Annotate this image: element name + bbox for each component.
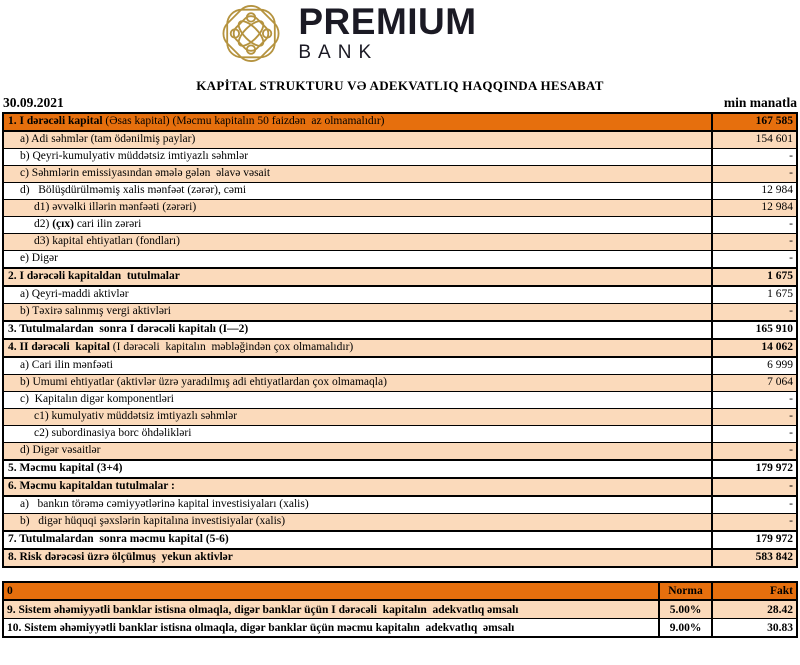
table-row <box>4 409 796 426</box>
table-row <box>4 322 796 340</box>
row-value: 179 972 <box>711 461 796 477</box>
row-label: 7. Tutulmalardan sonra məcmu kapital (5-6) <box>8 534 229 546</box>
adequacy-header-fakt: Fakt <box>711 583 796 599</box>
row-label: d1) əvvəlki illərin mənfəəti (zərəri) <box>34 202 197 214</box>
row-value: 167 585 <box>711 114 796 130</box>
row-label: 5. Məcmu kapital (3+4) <box>8 463 123 475</box>
table-row <box>4 358 796 375</box>
table-row <box>4 340 796 358</box>
report-title: KAPİTAL STRUKTURU VƏ ADEKVATLIQ HAQQINDA HESABAT <box>196 78 604 93</box>
row-value: - <box>711 409 796 425</box>
row-value: - <box>711 217 796 233</box>
table-row <box>4 217 796 234</box>
adequacy-row-fakt: 30.83 <box>711 619 796 636</box>
brand-text <box>298 3 476 64</box>
row-label: d) Bölüşdürülməmiş xalis mənfəət (zərər), cəmi <box>20 185 247 197</box>
brand-name: PREMIUM <box>298 1 477 42</box>
table-row <box>4 234 796 251</box>
row-label: b) Təxirə salınmış vergi aktivləri <box>20 306 171 318</box>
table-row <box>4 269 796 287</box>
table-row <box>4 497 796 514</box>
table-row <box>4 149 796 166</box>
row-label: 8. Risk dərəcəsi üzrə ölçülmuş yekun aktivlər <box>8 552 233 564</box>
row-value: - <box>711 234 796 250</box>
adequacy-row-norma: 9.00% <box>658 619 711 636</box>
row-value: - <box>711 443 796 459</box>
row-label: d) Digər vəsaitlər <box>20 445 101 457</box>
table-row <box>4 514 796 532</box>
row-label: 6. Məcmu kapitaldan tutulmalar : <box>8 481 175 493</box>
row-value: 12 984 <box>711 200 796 216</box>
row-label: a) bankın törəmə cəmiyyətlərinə kapital investisiyaları (xalis) <box>20 499 309 511</box>
row-value: - <box>711 497 796 513</box>
adequacy-table <box>2 581 798 638</box>
row-value: 583 842 <box>711 550 796 566</box>
row-label: a) Cari ilin mənfəəti <box>20 360 113 372</box>
adequacy-row-label: 9. Sistem əhəmiyyətli banklar istisna olmaqla, digər banklar üçün I dərəcəli kapitalın adekvatlıq əmsalı <box>7 603 519 616</box>
row-label: c2) subordinasiya borc öhdəlikləri <box>34 428 192 440</box>
row-value: - <box>711 166 796 182</box>
row-value: 154 601 <box>711 132 796 148</box>
row-value: 165 910 <box>711 322 796 338</box>
row-label: d3) kapital ehtiyatları (fondları) <box>34 236 180 248</box>
unit-label: min manatla <box>723 95 797 110</box>
table-row <box>4 200 796 217</box>
row-value: 179 972 <box>711 532 796 548</box>
celtic-knot-icon <box>215 2 287 65</box>
table-row <box>4 532 796 550</box>
adequacy-row-fakt: 28.42 <box>711 601 796 618</box>
row-label: a) Adi səhmlər (tam ödənilmiş paylar) <box>20 134 196 146</box>
table-row <box>4 114 796 132</box>
row-label: b) Qeyri-kumulyativ müddətsiz imtiyazlı səhmlər <box>20 151 249 163</box>
row-value: 1 675 <box>711 287 796 303</box>
table-row <box>4 550 796 566</box>
table-row <box>4 443 796 461</box>
table-row <box>4 426 796 443</box>
table-row <box>4 166 796 183</box>
capital-structure-table <box>2 112 798 568</box>
table-row <box>4 304 796 322</box>
row-value: - <box>711 304 796 320</box>
premium-bank-logo <box>215 2 476 65</box>
row-label: e) Digər <box>20 253 58 265</box>
table-row <box>4 287 796 304</box>
brand-subtitle: BANK <box>298 42 379 63</box>
row-label: 1. I dərəcəli kapital (Əsas kapital) (Məcmu kapitalın 50 faizdən az olmamalıdır) <box>8 116 385 128</box>
row-value: - <box>711 251 796 267</box>
row-value: - <box>711 392 796 408</box>
table-row <box>4 479 796 497</box>
table-row <box>4 375 796 392</box>
table-row <box>4 132 796 149</box>
table-row <box>4 183 796 200</box>
row-value: - <box>711 479 796 495</box>
adequacy-row <box>4 601 796 619</box>
adequacy-header-row <box>4 583 796 601</box>
row-label: 3. Tutulmalardan sonra I dərəcəli kapitalı (I—2) <box>8 324 249 336</box>
row-label: c) Səhmlərin emissiyasından əmələ gələn əlavə vəsait <box>20 168 271 180</box>
row-label: 2. I dərəcəli kapitaldan tutulmalar <box>8 271 180 283</box>
table-row <box>4 461 796 479</box>
row-value: 14 062 <box>711 340 796 356</box>
adequacy-row-norma: 5.00% <box>658 601 711 618</box>
adequacy-header-norma: Norma <box>658 583 711 599</box>
row-label: b) Ümumi ehtiyatlar (aktivlər üzrə yaradılmış adi ehtiyatlardan çox olmamaqla) <box>20 377 387 389</box>
row-value: 7 064 <box>711 375 796 391</box>
row-value: - <box>711 426 796 442</box>
row-value: - <box>711 514 796 530</box>
row-label: c1) kumulyativ müddətsiz imtiyazlı səhmlər <box>34 411 238 423</box>
adequacy-row-label: 10. Sistem əhəmiyyətli banklar istisna olmaqla, digər banklar üçün məcmu kapitalın adekvatlıq əmsalı <box>7 621 515 634</box>
row-value: - <box>711 149 796 165</box>
row-label: d2) (çıx) cari ilin zərəri <box>34 219 142 231</box>
table-row <box>4 251 796 269</box>
row-label: 4. II dərəcəli kapital (I dərəcəli kapitalın məbləğindən çox olmamalıdır) <box>8 342 354 354</box>
row-label: a) Qeyri-maddi aktivlər <box>20 289 129 301</box>
table-row <box>4 392 796 409</box>
report-date: 30.09.2021 <box>3 95 64 110</box>
row-label: b) digər hüquqi şəxslərin kapitalına investisiyalar (xalis) <box>20 516 286 528</box>
row-label: c) Kapitalın digər komponentləri <box>20 394 174 406</box>
row-value: 6 999 <box>711 358 796 374</box>
row-value: 12 984 <box>711 183 796 199</box>
adequacy-header-label: 0 <box>7 585 13 597</box>
meta-row <box>0 95 800 111</box>
row-value: 1 675 <box>711 269 796 285</box>
adequacy-row <box>4 619 796 636</box>
